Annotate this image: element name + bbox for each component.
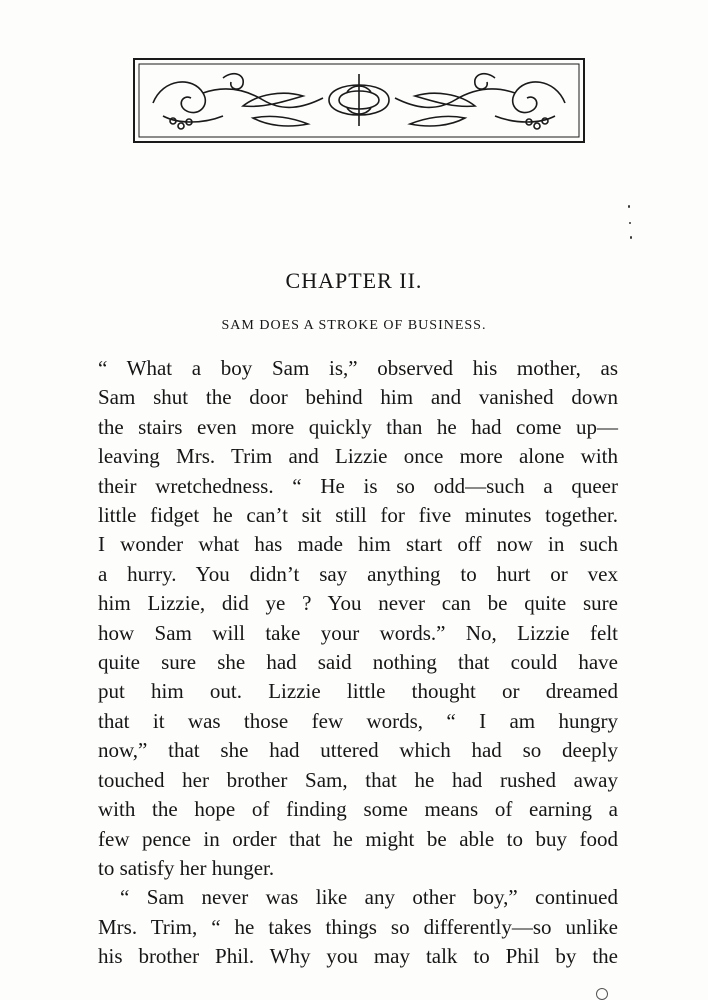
text-line: with the hope of finding some means of earning a [98,797,618,822]
text-line: Sam shut the door behind him and vanished down [98,385,618,410]
body-text [98,354,618,972]
text-line: few pence in order that he might be able to buy food [98,826,618,851]
text-line: him Lizzie, did ye ? You never can be quite sure [98,591,618,616]
chapter-title: CHAPTER II. [285,268,423,293]
text-line: quite sure she had said nothing that could have [98,650,618,675]
text-line: his brother Phil. Why you may talk to Phil by the [98,944,618,969]
scan-speck [629,222,631,224]
text-line: I wonder what has made him start off now in such [98,532,618,557]
text-line: “ What a boy Sam is,” observed his mother, as [98,356,618,380]
chapter-subtitle: SAM DOES A STROKE OF BUSINESS. [221,318,487,333]
text-line: little fidget he can’t sit still for five minutes together. [98,503,618,528]
text-line: put him out. Lizzie little thought or dreamed [98,679,618,704]
text-line: their wretchedness. “ He is so odd—such a queer [98,473,618,498]
text-line: Mrs. Trim, “ he takes things so differently—so unlike [98,914,618,939]
text-line: the stairs even more quickly than he had come up— [98,414,618,439]
text-line: to satisfy her hunger. [98,855,275,880]
scan-speck [630,236,632,239]
text-line: a hurry. You didn’t say anything to hurt or vex [98,561,618,586]
text-line: that it was those few words, “ I am hungry [98,708,618,733]
text-line: “ Sam never was like any other boy,” continued [120,885,618,910]
text-line: leaving Mrs. Trim and Lizzie once more alone with [98,444,618,469]
scan-speck [596,988,608,1000]
scan-speck [628,205,630,208]
text-line: touched her brother Sam, that he had rushed away [98,767,618,792]
text-line: how Sam will take your words.” No, Lizzie felt [98,620,618,645]
text-line: now,” that she had uttered which had so deeply [98,738,618,763]
decorative-header-ornament [133,58,585,143]
